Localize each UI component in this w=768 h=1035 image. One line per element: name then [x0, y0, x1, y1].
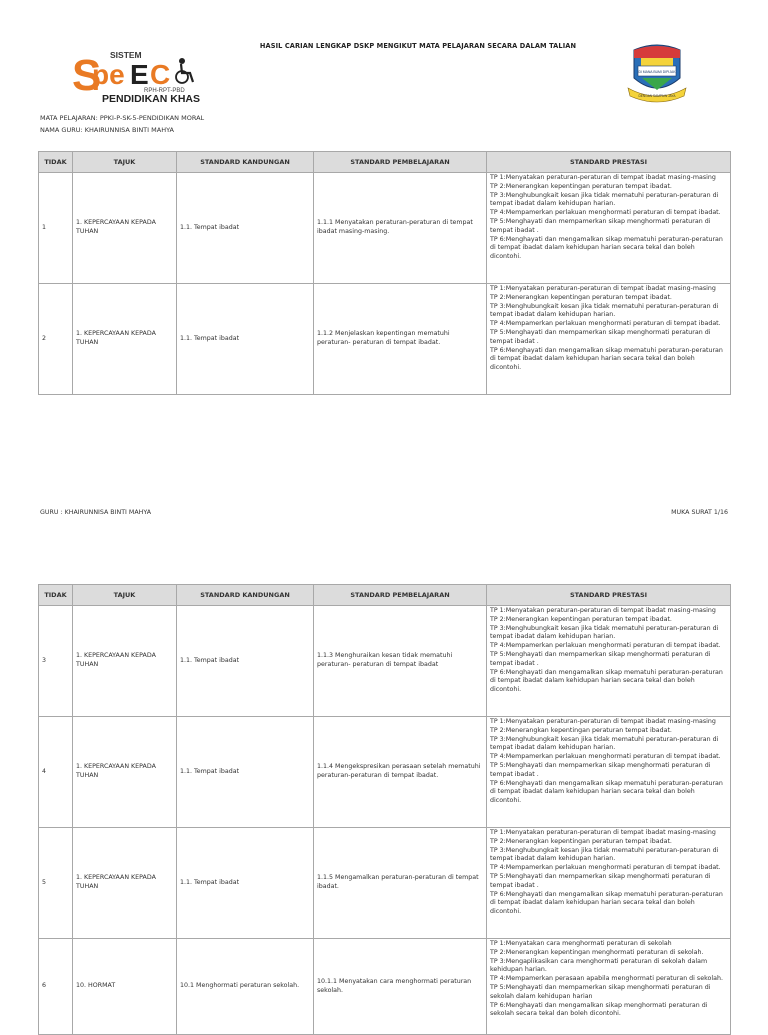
- tp-line: TP 2:Menerangkan kepentingan peraturan tempat ibadat.: [490, 293, 672, 301]
- tp-line: TP 3:Menghubungkait kesan jika tidak mematuhi peraturan-peraturan di tempat ibadat dalam kehidupan harian.: [490, 624, 719, 641]
- tp-line: TP 2:Menerangkan kepentingan peraturan tempat ibadat.: [490, 726, 672, 734]
- tp-line: TP 6:Menghayati dan mengamalkan sikap mematuhi peraturan-peraturan di tempat ibadat dalam kehidupan harian secara tekal dan boleh dicontohi.: [490, 779, 723, 805]
- tp-line: TP 5:Menghayati dan mempamerkan sikap menghormati peraturan di tempat ibadat .: [490, 872, 711, 889]
- row-kandungan: 1.1. Tempat ibadat: [177, 828, 314, 939]
- row-tajuk: 10. HORMAT: [73, 939, 177, 1035]
- row-pembelajaran: 1.1.3 Menghuraikan kesan tidak mematuhi peraturan- peraturan di tempat ibadat: [314, 606, 487, 717]
- tp-line: TP 4:Mempamerkan perlakuan menghormati peraturan di tempat ibadat.: [490, 864, 721, 872]
- tp-line: TP 4:Mempamerkan perlakuan menghormati peraturan di tempat ibadat.: [490, 642, 721, 650]
- column-header-tidak: TIDAK: [39, 585, 73, 606]
- row-kandungan: 10.1 Menghormati peraturan sekolah.: [177, 939, 314, 1035]
- dskp-table-page-2: [38, 584, 731, 1035]
- tp-line: TP 4:Mempamerkan perlakuan menghormati peraturan di tempat ibadat.: [490, 320, 721, 328]
- row-number: 3: [39, 606, 73, 717]
- speec-logo-graphic: [72, 48, 212, 104]
- tp-line: TP 4:Mempamerkan perlakuan menghormati peraturan di tempat ibadat.: [490, 753, 721, 761]
- tp-line: TP 6:Menghayati dan mengamalkan sikap mematuhi peraturan-peraturan di tempat ibadat dalam kehidupan harian secara tekal dan boleh dicontohi.: [490, 346, 723, 372]
- crest-ribbon-text: DENGAN SAMPAIN JAYA: [638, 94, 676, 98]
- row-tajuk: 1. KEPERCAYAAN KEPADA TUHAN: [73, 284, 177, 395]
- footer-page-number: MUKA SURAT 1/16: [671, 509, 728, 516]
- row-prestasi: [487, 173, 731, 284]
- row-number: 4: [39, 717, 73, 828]
- logo-bottom-text: PENDIDIKAN KHAS: [102, 93, 201, 104]
- table-row: [39, 173, 731, 284]
- logo-letter-s: S: [72, 51, 102, 100]
- row-prestasi: [487, 284, 731, 395]
- row-pembelajaran: 10.1.1 Menyatakan cara menghormati peraturan sekolah.: [314, 939, 487, 1035]
- column-header-standard-kandungan: STANDARD KANDUNGAN: [177, 152, 314, 173]
- tp-line: TP 5:Menghayati dan mempamerkan sikap menghormati peraturan di tempat ibadat .: [490, 328, 711, 345]
- page-title: HASIL CARIAN LENGKAP DSKP MENGIKUT MATA PELAJARAN SECARA DALAM TALIAN: [259, 42, 577, 50]
- tp-line: TP 2:Menerangkan kepentingan menghormati peraturan di sekolah.: [490, 948, 704, 956]
- row-kandungan: 1.1. Tempat ibadat: [177, 606, 314, 717]
- tp-line: TP 1:Menyatakan cara menghormati peraturan di sekolah: [490, 940, 672, 947]
- column-header-standard-prestasi: STANDARD PRESTASI: [487, 152, 731, 173]
- row-pembelajaran: 1.1.2 Menjelaskan kepentingan mematuhi peraturan- peraturan di tempat ibadat.: [314, 284, 487, 395]
- logo-sub-text: RPH-RPT-PBD: [144, 88, 185, 94]
- table-row: [39, 939, 731, 1035]
- tp-line: TP 5:Menghayati dan mempamerkan sikap menghormati peraturan di tempat ibadat .: [490, 650, 711, 667]
- tp-line: TP 1:Menyatakan peraturan-peraturan di tempat ibadat masing-masing: [490, 174, 716, 181]
- tp-line: TP 1:Menyatakan peraturan-peraturan di tempat ibadat masing-masing: [490, 829, 716, 836]
- tp-line: TP 1:Menyatakan peraturan-peraturan di tempat ibadat masing-masing: [490, 607, 716, 614]
- tp-line: TP 3:Menghubungkait kesan jika tidak mematuhi peraturan-peraturan di tempat ibadat dalam kehidupan harian.: [490, 846, 719, 863]
- mata-pelajaran-label: MATA PELAJARAN: PPKI-P-SK-5-PENDIDIKAN MORAL: [40, 114, 205, 122]
- tp-line: TP 1:Menyatakan peraturan-peraturan di tempat ibadat masing-masing: [490, 285, 716, 292]
- row-pembelajaran: 1.1.4 Mengekspresikan perasaan setelah mematuhi peraturan-peraturan di tempat ibadat.: [314, 717, 487, 828]
- row-number: 6: [39, 939, 73, 1035]
- nama-guru-label: NAMA GURU: KHAIRUNNISA BINTI MAHYA: [40, 126, 174, 134]
- row-pembelajaran: 1.1.1 Menyatakan peraturan-peraturan di tempat ibadat masing-masing.: [314, 173, 487, 284]
- logo-letters-pe: pe: [92, 59, 125, 90]
- tp-line: TP 4:Mempamerkan perasaan apabila menghormati peraturan di sekolah.: [490, 975, 723, 983]
- row-prestasi: [487, 939, 731, 1035]
- row-kandungan: 1.1. Tempat ibadat: [177, 173, 314, 284]
- row-number: 1: [39, 173, 73, 284]
- table-row: [39, 717, 731, 828]
- row-number: 2: [39, 284, 73, 395]
- tp-line: TP 2:Menerangkan kepentingan peraturan tempat ibadat.: [490, 837, 672, 845]
- table-header-row: [39, 585, 731, 606]
- tp-line: TP 5:Menghayati dan mempamerkan sikap menghormati peraturan di sekolah dalam kehidupan harian: [490, 983, 711, 1000]
- row-prestasi: [487, 606, 731, 717]
- tp-line: TP 3:Menghubungkait kesan jika tidak mematuhi peraturan-peraturan di tempat ibadat dalam kehidupan harian.: [490, 191, 719, 208]
- column-header-tajuk: TAJUK: [73, 152, 177, 173]
- tp-line: TP 5:Menghayati dan mempamerkan sikap menghormati peraturan di tempat ibadat .: [490, 761, 711, 778]
- row-prestasi: [487, 717, 731, 828]
- tp-line: TP 3:Menghubungkait kesan jika tidak mematuhi peraturan-peraturan di tempat ibadat dalam kehidupan harian.: [490, 302, 719, 319]
- crest-banner-text: DI MANA BUMI DIPIJAK: [638, 70, 676, 74]
- table-row: [39, 828, 731, 939]
- tp-line: TP 4:Mempamerkan perlakuan menghormati peraturan di tempat ibadat.: [490, 209, 721, 217]
- row-tajuk: 1. KEPERCAYAAN KEPADA TUHAN: [73, 606, 177, 717]
- tp-line: TP 2:Menerangkan kepentingan peraturan tempat ibadat.: [490, 182, 672, 190]
- column-header-tajuk: TAJUK: [73, 585, 177, 606]
- tp-line: TP 6:Menghayati dan mengamalkan sikap mematuhi peraturan-peraturan di tempat ibadat dalam kehidupan harian secara tekal dan boleh dicontohi.: [490, 668, 723, 694]
- dskp-table-page-1: [38, 151, 731, 395]
- table-header-row: [39, 152, 731, 173]
- logo-letter-c: C: [150, 59, 171, 90]
- wheelchair-icon: [176, 58, 193, 83]
- footer-guru: GURU : KHAIRUNNISA BINTI MAHYA: [40, 509, 152, 516]
- tp-line: TP 1:Menyatakan peraturan-peraturan di tempat ibadat masing-masing: [490, 718, 716, 725]
- column-header-standard-prestasi: STANDARD PRESTASI: [487, 585, 731, 606]
- school-crest-icon: [626, 42, 688, 106]
- row-kandungan: 1.1. Tempat ibadat: [177, 284, 314, 395]
- table-row: [39, 606, 731, 717]
- row-number: 5: [39, 828, 73, 939]
- row-pembelajaran: 1.1.5 Mengamalkan peraturan-peraturan di tempat ibadat.: [314, 828, 487, 939]
- column-header-standard-pembelajaran: STANDARD PEMBELAJARAN: [314, 152, 487, 173]
- column-header-tidak: TIDAK: [39, 152, 73, 173]
- tp-line: TP 6:Menghayati dan mengamalkan sikap menghormati peraturan di sekolah secara tekal dan boleh dicontohi.: [490, 1001, 708, 1018]
- tp-line: TP 6:Menghayati dan mengamalkan sikap mematuhi peraturan-peraturan di tempat ibadat dalam kehidupan harian secara tekal dan boleh dicontohi.: [490, 235, 723, 261]
- speec-logo: [72, 48, 212, 104]
- row-kandungan: 1.1. Tempat ibadat: [177, 717, 314, 828]
- row-prestasi: [487, 828, 731, 939]
- tp-line: TP 5:Menghayati dan mempamerkan sikap menghormati peraturan di tempat ibadat .: [490, 217, 711, 234]
- row-tajuk: 1. KEPERCAYAAN KEPADA TUHAN: [73, 828, 177, 939]
- column-header-standard-kandungan: STANDARD KANDUNGAN: [177, 585, 314, 606]
- tp-line: TP 3:Menghubungkait kesan jika tidak mematuhi peraturan-peraturan di tempat ibadat dalam kehidupan harian.: [490, 735, 719, 752]
- row-tajuk: 1. KEPERCAYAAN KEPADA TUHAN: [73, 717, 177, 828]
- tp-line: TP 3:Mengaplikasikan cara menghormati peraturan di sekolah dalam kehidupan harian.: [490, 957, 708, 974]
- tp-line: TP 2:Menerangkan kepentingan peraturan tempat ibadat.: [490, 615, 672, 623]
- logo-top-text: SISTEM: [110, 50, 142, 60]
- tp-line: TP 6:Menghayati dan mengamalkan sikap mematuhi peraturan-peraturan di tempat ibadat dalam kehidupan harian secara tekal dan boleh dicontohi.: [490, 890, 723, 916]
- row-tajuk: 1. KEPERCAYAAN KEPADA TUHAN: [73, 173, 177, 284]
- table-row: [39, 284, 731, 395]
- logo-letter-e: E: [130, 59, 149, 90]
- column-header-standard-pembelajaran: STANDARD PEMBELAJARAN: [314, 585, 487, 606]
